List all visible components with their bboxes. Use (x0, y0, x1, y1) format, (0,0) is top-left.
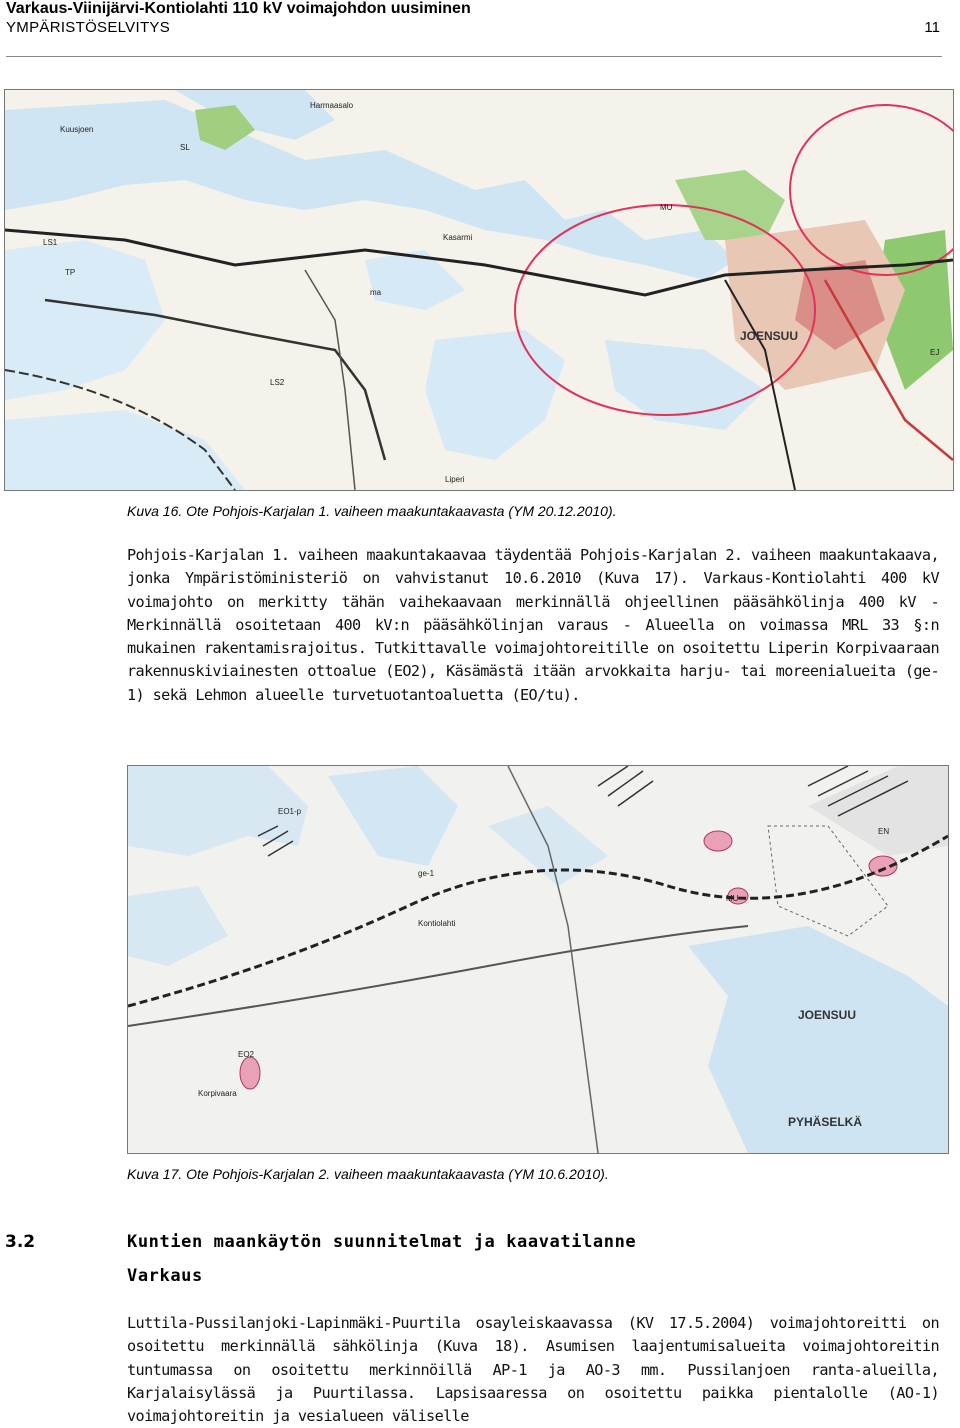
map2-label-eo1p: EO1-p (278, 807, 302, 816)
paragraph-regional-plan: Pohjois-Karjalan 1. vaiheen maakuntakaavaa täydentää Pohjois-Karjalan 2. vaiheen maakuntakaava, jonka Ympäristöministeriö on vahvistanut 10.6.2010 (Kuva 17). Varkaus-Kontiolahti 400 kV voimajohto on merkitty tähän vaihekaavaan merkinnällä ohjeellinen pääsähkölinja 400 kV - Merkinnällä osoitetaan 400 kV:n pääsähkölinjan varaus - Alueella on voimassa MRL 33 §:n mukainen rakentamisrajoitus. Tutkittavalle voimajohtoreitille on osoitettu Liperin Korpivaaraan rakennuskiviainesten ottoalue (EO2), Käsämästä itään arvokkaita harju- tai moreenialueita (ge-1) sekä Lehmon alueelle turvetuotantoaluetta (EO/tu). (127, 546, 939, 704)
section-title: Kuntien maankäytön suunnitelmat ja kaavatilanne (127, 1232, 637, 1252)
map2-label-korpivaara: Korpivaara (198, 1089, 237, 1098)
map2-label-mu: MU (726, 894, 739, 903)
map1-label-sl: SL (180, 143, 190, 152)
map-regional-plan-phase2 (127, 765, 949, 1154)
subsection-title: Varkaus (127, 1266, 203, 1286)
header-divider (6, 56, 942, 57)
map2-label-joensuu: JOENSUU (798, 1008, 857, 1022)
map1-label-kasarmi: Kasarmi (443, 233, 473, 242)
paragraph-varkaus: Luttila-Pussilanjoki-Lapinmäki-Puurtila osayleiskaavassa (KV 17.5.2004) voimajohtoreitti on osoitettu merkinnällä sähkölinja (Kuva 18). Asumisen laajentumisalueita voimajohtoreitin tuntumassa on osoitettu merkinnöillä AP-1 ja AO-3 mm. Pussilanjoen ranta-alueilla, Karjalaisylässä ja Puurtilassa. Lapsisaaressa on osoitettu paikka pientalolle (AO-1) voimajohtoreitin ja vesialueen väliselle (127, 1314, 939, 1426)
page-number: 11 (924, 19, 940, 36)
map1-label-tp: TP (65, 268, 76, 277)
map1-label-harmaasalo: Harmaasalo (310, 101, 354, 110)
map1-label-ls1: LS1 (43, 238, 58, 247)
map-regional-plan-phase1 (4, 89, 954, 491)
map2-label-eo2: EO2 (238, 1050, 255, 1059)
map2-label-kontiolahti: Kontiolahti (418, 919, 456, 928)
map1-graphic (5, 90, 953, 490)
map2-label-ge1: ge-1 (418, 869, 435, 878)
figure2-caption: Kuva 17. Ote Pohjois-Karjalan 2. vaiheen maakuntakaavasta (YM 10.6.2010). (127, 1166, 609, 1182)
map1-label-ma: ma (370, 288, 382, 297)
map2-label-pyhaselka: PYHÄSELKÄ (788, 1115, 863, 1129)
section-number: 3.2 (5, 1232, 36, 1252)
document-subtitle: YMPÄRISTÖSELVITYS (6, 19, 171, 36)
map2-graphic (128, 766, 948, 1153)
map1-label-ls2: LS2 (270, 378, 285, 387)
map1-label-kuusjoki: Kuusjoen (60, 125, 94, 134)
document-title: Varkaus-Viinijärvi-Kontiolahti 110 kV voimajohdon uusiminen (6, 0, 471, 17)
map1-label-ej: EJ (930, 348, 940, 357)
map2-label-en: EN (878, 827, 890, 836)
figure1-caption: Kuva 16. Ote Pohjois-Karjalan 1. vaiheen maakuntakaavasta (YM 20.12.2010). (127, 503, 617, 519)
map1-label-joensuu: JOENSUU (740, 329, 799, 343)
page-header (6, 0, 950, 60)
map1-label-mu: MU (660, 203, 673, 212)
map1-label-liperi: Liperi (445, 475, 465, 484)
